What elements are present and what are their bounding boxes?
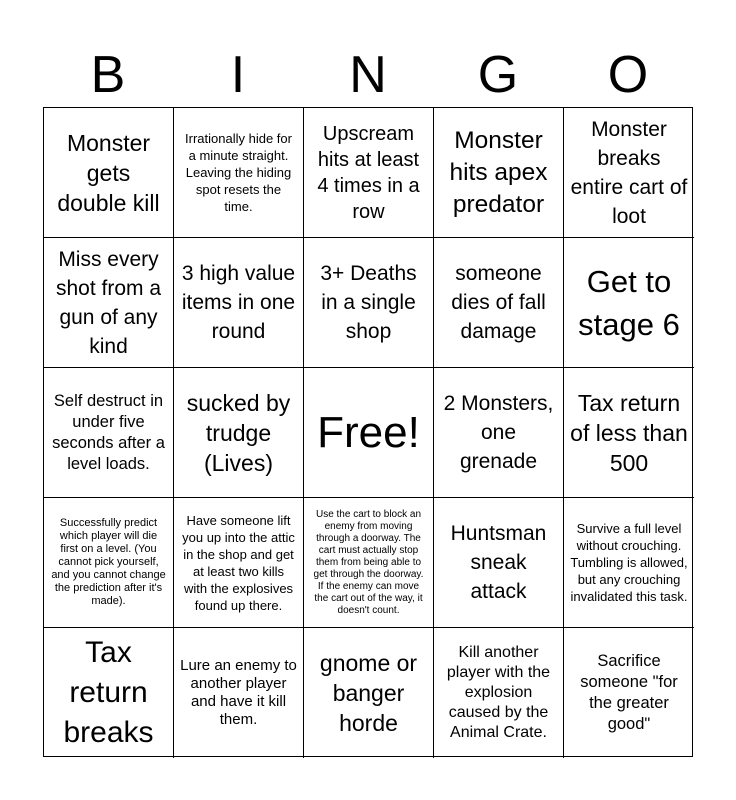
bingo-cell[interactable]	[434, 628, 564, 758]
cell-text: Use the cart to block an enemy from moving through a doorway. The cart must actually stop them from being able to get through the doorway. If the enemy can move the cart out of the way, it doesn't count.	[313, 508, 424, 616]
cell-text: Upscream hits at least 4 times in a row	[317, 122, 420, 223]
bingo-cell[interactable]	[174, 498, 304, 628]
cell-text: Tax return of less than 500	[570, 389, 688, 476]
header-letter-g: G	[477, 46, 519, 104]
bingo-cell[interactable]	[564, 108, 694, 238]
bingo-cell[interactable]	[174, 628, 304, 758]
header-letter-i: I	[230, 46, 246, 104]
cell-text: Lure an enemy to another player and have it kill them.	[180, 657, 297, 728]
cell-text: Huntsman sneak attack	[450, 522, 547, 603]
bingo-cell[interactable]	[564, 628, 694, 758]
bingo-cell[interactable]	[44, 108, 174, 238]
cell-text: Monster hits apex predator	[449, 126, 548, 218]
bingo-cell[interactable]	[44, 238, 174, 368]
cell-text: Kill another player with the explosion caused by the Animal Crate.	[446, 644, 551, 741]
header-letter-o: O	[607, 46, 649, 104]
bingo-cell[interactable]	[434, 368, 564, 498]
header-letter-b: B	[90, 46, 126, 104]
bingo-cell[interactable]	[174, 238, 304, 368]
bingo-cell[interactable]	[304, 498, 434, 628]
bingo-cell-free[interactable]	[304, 368, 434, 498]
bingo-cell[interactable]	[44, 368, 174, 498]
bingo-cell[interactable]	[174, 108, 304, 238]
bingo-cell[interactable]	[44, 498, 174, 628]
bingo-header	[43, 44, 693, 106]
bingo-cell[interactable]	[564, 368, 694, 498]
bingo-cell[interactable]	[44, 628, 174, 758]
cell-text: Tax return breaks	[63, 636, 154, 749]
cell-text: 3+ Deaths in a single shop	[320, 262, 417, 343]
bingo-cell[interactable]	[564, 238, 694, 368]
cell-text: Get to stage 6	[578, 263, 680, 342]
cell-text: Monster gets double kill	[57, 129, 160, 216]
bingo-cell[interactable]	[434, 108, 564, 238]
cell-text: Sacrifice someone "for the greater good"	[580, 652, 678, 733]
cell-text: Successfully predict which player will die first on a level. (You cannot pick yourself, and you cannot change the prediction after it's made).	[51, 517, 166, 607]
cell-text: Have someone lift you up into the attic in the shop and get at least two kills with the explosives found up there.	[182, 512, 295, 613]
cell-text: sucked by trudge (Lives)	[186, 389, 291, 476]
cell-text: 2 Monsters, one grenade	[443, 392, 554, 473]
bingo-cell[interactable]	[564, 498, 694, 628]
cell-text: Self destruct in under five seconds after a level loads.	[52, 391, 165, 473]
cell-text: gnome or banger horde	[319, 650, 418, 736]
cell-text: Monster breaks entire cart of loot	[570, 117, 688, 228]
bingo-cell[interactable]	[304, 108, 434, 238]
bingo-board	[43, 107, 693, 757]
cell-text: someone dies of fall damage	[451, 262, 546, 343]
bingo-cell[interactable]	[434, 238, 564, 368]
free-space-text: Free!	[317, 407, 420, 457]
cell-text: Miss every shot from a gun of any kind	[55, 247, 162, 358]
cell-text: Irrationally hide for a minute straight. Leaving the hiding spot resets the time.	[185, 131, 292, 214]
bingo-cell[interactable]	[304, 238, 434, 368]
cell-text: Survive a full level without crouching. Tumbling is allowed, but any crouching invalidated this task.	[570, 521, 688, 604]
cell-text: 3 high value items in one round	[181, 262, 296, 343]
header-letter-n: N	[349, 46, 387, 104]
bingo-cell[interactable]	[434, 498, 564, 628]
bingo-cell[interactable]	[304, 628, 434, 758]
bingo-cell[interactable]	[174, 368, 304, 498]
